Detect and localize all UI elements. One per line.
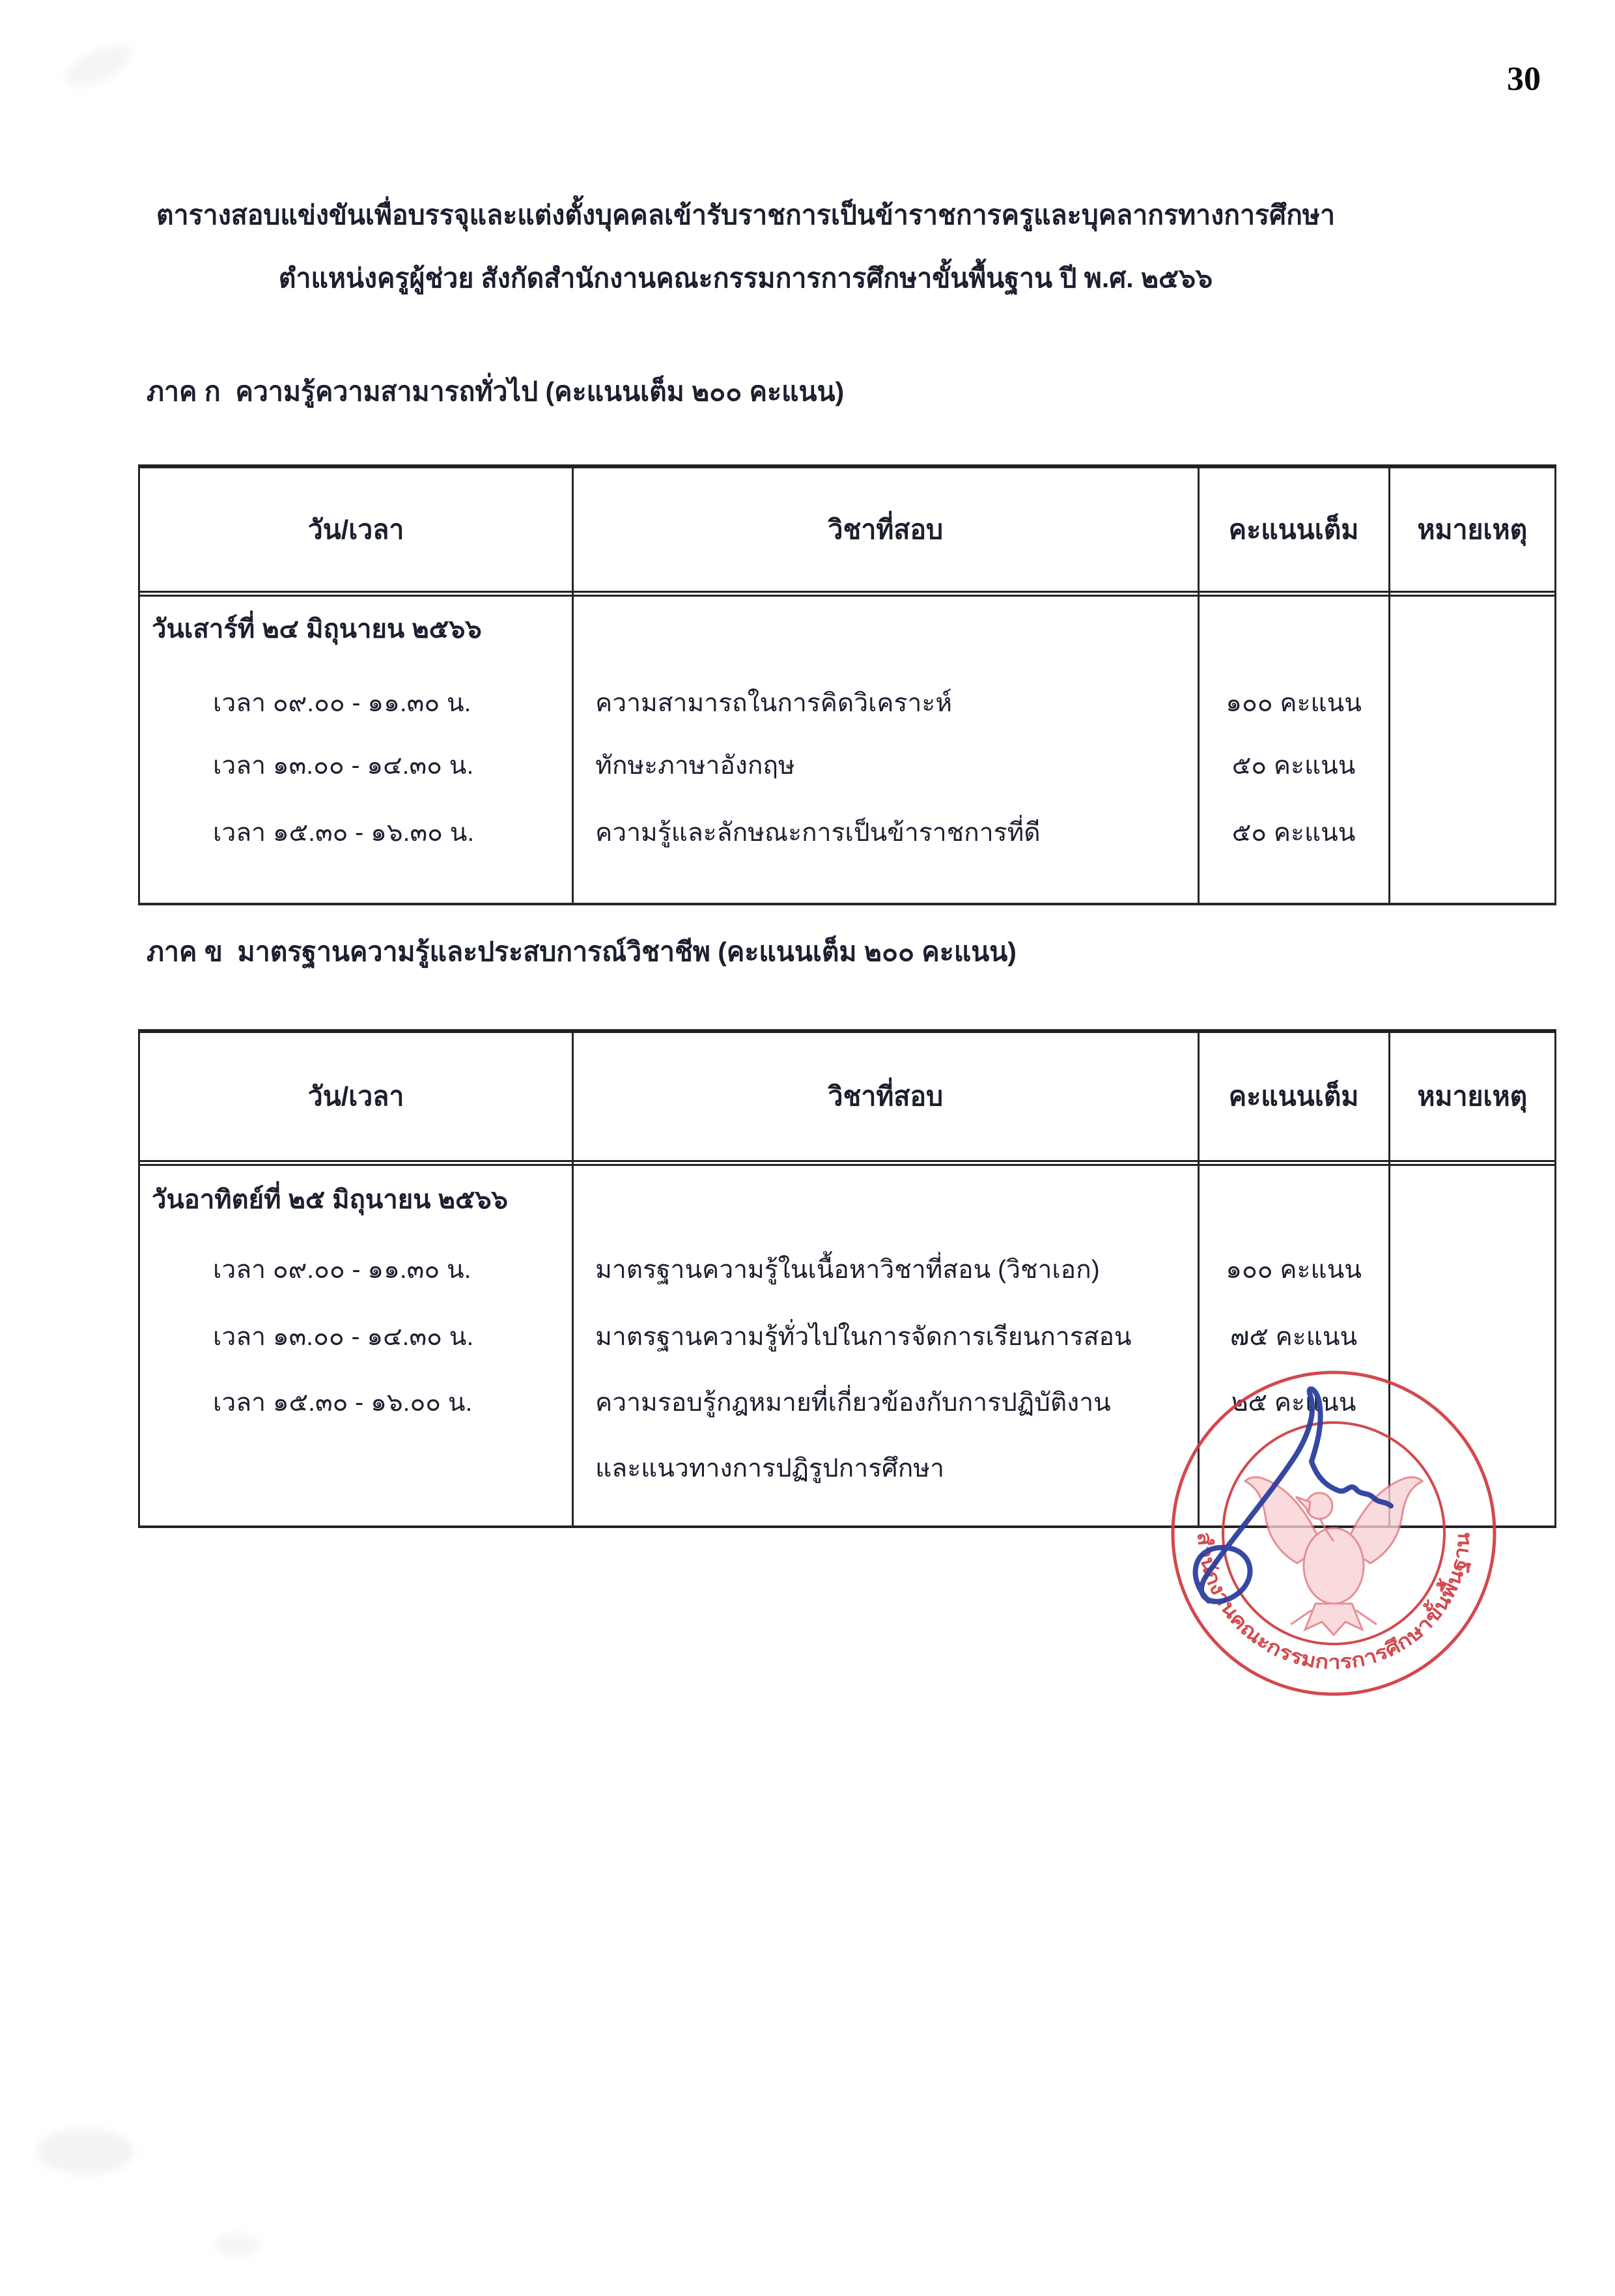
header-score: คะแนนเต็ม xyxy=(1200,468,1388,597)
header-subject: วิชาที่สอบ xyxy=(574,468,1197,597)
body-score xyxy=(1200,597,1388,903)
exam-score: ๑๐๐ คะแนน xyxy=(1226,1256,1362,1284)
scan-smudge xyxy=(59,37,137,94)
exam-table-section-a xyxy=(138,464,1556,905)
page-number: 30 xyxy=(1507,61,1541,98)
exam-subject: มาตรฐานความรู้ในเนื้อหาวิชาที่สอน (วิชาเอก) xyxy=(595,1256,1100,1284)
exam-score: ๕๐ คะแนน xyxy=(1231,819,1356,847)
exam-time: เวลา ๑๕.๓๐ - ๑๖.๐๐ น. xyxy=(213,1389,473,1417)
exam-time: เวลา ๑๕.๓๐ - ๑๖.๓๐ น. xyxy=(213,819,475,847)
header-note: หมายเหตุ xyxy=(1390,468,1554,597)
document-title xyxy=(78,197,1413,296)
scan-smudge xyxy=(215,2234,260,2256)
body-day-time xyxy=(140,597,572,903)
header-day-time: วัน/เวลา xyxy=(140,468,572,597)
stamp-ring-text: สำนักงานคณะกรรมการการศึกษาขั้นพื้นฐาน xyxy=(1193,1531,1474,1674)
exam-subject: มาตรฐานความรู้ทั่วไปในการจัดการเรียนการสอน xyxy=(595,1323,1132,1351)
body-note xyxy=(1390,597,1554,903)
exam-subject: ความสามารถในการคิดวิเคราะห์ xyxy=(595,689,953,717)
title-line-1: ตารางสอบแข่งขันเพื่อบรรจุและแต่งตั้งบุคคลเข้ารับราชการเป็นข้าราชการครูและบุคลากรทางการศึกษา xyxy=(156,200,1335,230)
section-b-heading: ภาค ข มาตรฐานความรู้และประสบการณ์วิชาชีพ (คะแนนเต็ม ๒๐๐ คะแนน) xyxy=(147,937,1017,967)
column-subject xyxy=(574,1033,1199,1525)
header-score: คะแนนเต็ม xyxy=(1200,1033,1388,1166)
section-a-heading: ภาค ก ความรู้ความสามารถทั่วไป (คะแนนเต็ม ๒๐๐ คะแนน) xyxy=(147,376,845,406)
exam-score: ๗๕ คะแนน xyxy=(1230,1323,1358,1351)
official-seal-stamp xyxy=(1151,1351,1516,1716)
column-note xyxy=(1390,468,1554,903)
exam-score: ๒๕ คะแนน xyxy=(1231,1389,1356,1417)
exam-subject: ทักษะภาษาอังกฤษ xyxy=(595,752,795,780)
header-day-time: วัน/เวลา xyxy=(140,1033,572,1166)
exam-day: วันอาทิตย์ที่ ๒๕ มิถุนายน ๒๕๖๖ xyxy=(152,1185,509,1214)
exam-score: ๑๐๐ คะแนน xyxy=(1226,689,1362,717)
title-line-2: ตำแหน่งครูผู้ช่วย สังกัดสำนักงานคณะกรรมการการศึกษาขั้นพื้นฐาน ปี พ.ศ. ๒๕๖๖ xyxy=(278,263,1213,293)
column-day-time xyxy=(140,468,574,903)
exam-time: เวลา ๑๓.๐๐ - ๑๔.๓๐ น. xyxy=(213,752,474,780)
column-day-time xyxy=(140,1033,574,1525)
column-subject xyxy=(574,468,1199,903)
body-day-time xyxy=(140,1166,572,1526)
exam-day: วันเสาร์ที่ ๒๔ มิถุนายน ๒๕๖๖ xyxy=(152,615,482,644)
scan-smudge xyxy=(36,2129,134,2174)
exam-time: เวลา ๐๙.๐๐ - ๑๑.๓๐ น. xyxy=(213,1256,471,1284)
body-subject xyxy=(574,597,1197,903)
garuda-emblem-icon xyxy=(1245,1477,1422,1635)
exam-subject: ความรอบรู้กฎหมายที่เกี่ยวข้องกับการปฏิบัติงาน xyxy=(595,1389,1111,1417)
column-score xyxy=(1200,468,1390,903)
header-subject: วิชาที่สอบ xyxy=(574,1033,1197,1166)
exam-time: เวลา ๐๙.๐๐ - ๑๑.๓๐ น. xyxy=(213,689,471,717)
exam-subject-continuation: และแนวทางการปฏิรูปการศึกษา xyxy=(595,1454,945,1482)
header-note: หมายเหตุ xyxy=(1390,1033,1554,1166)
body-subject xyxy=(574,1166,1197,1526)
exam-subject: ความรู้และลักษณะการเป็นข้าราชการที่ดี xyxy=(595,819,1041,847)
exam-score: ๕๐ คะแนน xyxy=(1231,752,1356,780)
exam-time: เวลา ๑๓.๐๐ - ๑๔.๓๐ น. xyxy=(213,1323,474,1351)
